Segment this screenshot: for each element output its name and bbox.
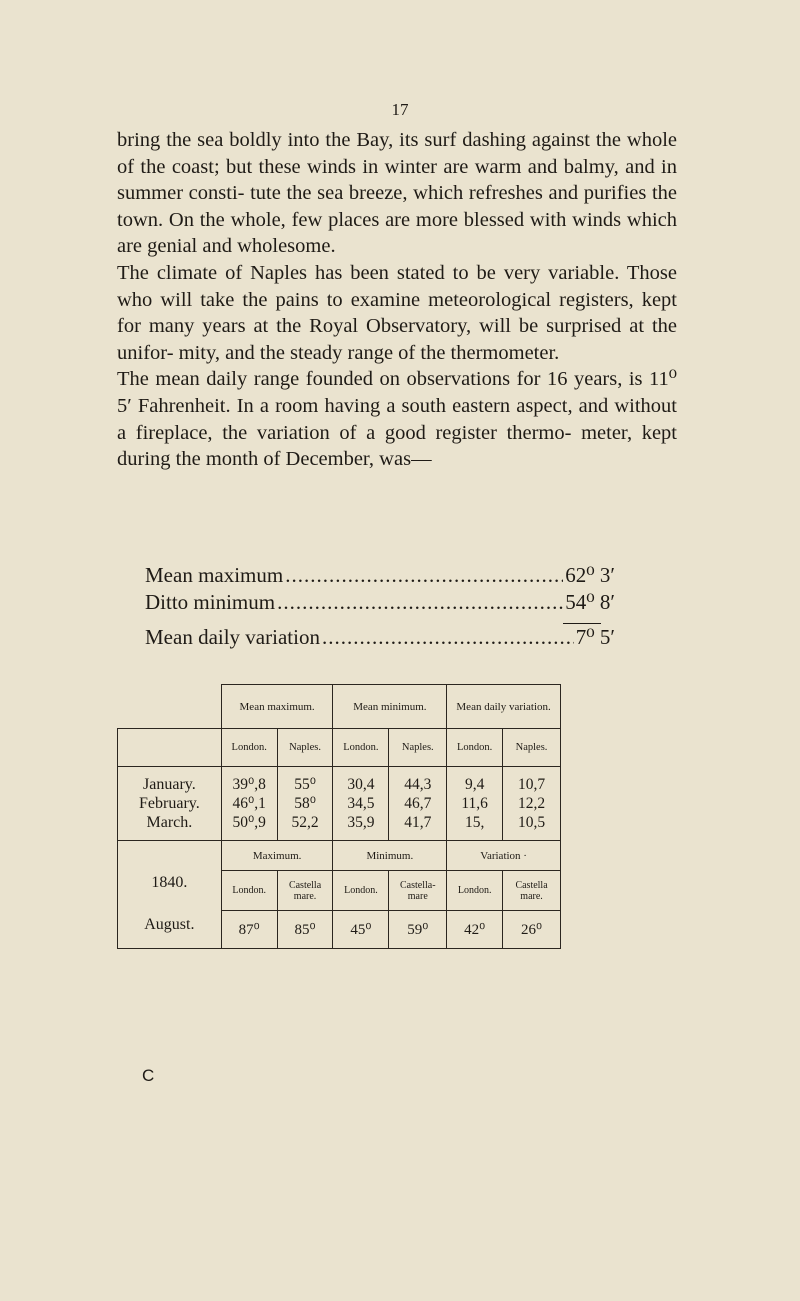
summary-max-label: Mean maximum xyxy=(145,563,284,587)
header-city: London. xyxy=(333,729,389,767)
header-city: Castella mare. xyxy=(503,871,561,911)
header-mean-daily-variation: Mean daily variation. xyxy=(447,685,561,729)
header-city: Castella mare. xyxy=(277,871,333,911)
year-block xyxy=(118,841,222,949)
year-label: 1840. xyxy=(151,873,188,891)
header-variation: Variation · xyxy=(447,841,561,871)
blank-cell xyxy=(118,729,222,767)
header-city: Naples. xyxy=(277,729,333,767)
header-city: London. xyxy=(221,871,277,911)
table-corner xyxy=(118,685,222,729)
value-cell: 44,3 46,7 41,7 xyxy=(389,767,447,841)
summary-min-label: Ditto minimum xyxy=(145,590,276,614)
leader-dots xyxy=(285,562,563,589)
paragraph-1: bring the sea boldly into the Bay, its surf dashing against the whole of the coast; but these winds in winter are warm and balmy, and in summer consti- tute the sea breeze, which refreshes and purifies the town. On the whole, few places are more blessed with winds which are genial and wholesome. xyxy=(117,129,677,258)
value-cell: 30,4 34,5 35,9 xyxy=(333,767,389,841)
header-city: London. xyxy=(333,871,389,911)
value-cell: 87⁰ xyxy=(221,911,277,949)
temperature-table xyxy=(117,684,561,949)
header-mean-minimum: Mean minimum. xyxy=(333,685,447,729)
value-cell: 9,4 11,6 15, xyxy=(447,767,503,841)
summary-var-value: 7⁰ 5′ xyxy=(575,625,615,649)
header-city: London. xyxy=(447,871,503,911)
page-number: 17 xyxy=(391,100,409,119)
paragraph-3: The mean daily range founded on observations for 16 years, is 11⁰ 5′ Fahrenheit. In a room having a south eastern aspect, and without a fireplace, the variation of a good register thermo- meter, kept during the month of December, was— xyxy=(117,368,677,471)
header-city: Naples. xyxy=(389,729,447,767)
header-mean-maximum: Mean maximum. xyxy=(221,685,333,729)
value-cell: 55⁰ 58⁰ 52,2 xyxy=(277,767,333,841)
value-cell: 10,7 12,2 10,5 xyxy=(503,767,561,841)
value-cell: 45⁰ xyxy=(333,911,389,949)
header-city: Naples. xyxy=(503,729,561,767)
summary-max-value: 62⁰ 3′ xyxy=(565,563,615,587)
summary-row-max xyxy=(145,562,615,589)
value-cell: 59⁰ xyxy=(389,911,447,949)
summary-var-label: Mean daily variation xyxy=(145,625,320,649)
summary-row-min xyxy=(145,589,615,616)
leader-dots xyxy=(277,589,563,616)
summary-row-variation xyxy=(145,624,615,651)
leader-dots xyxy=(322,624,574,651)
paragraph-2: The climate of Naples has been stated to be very variable. Those who will take the pains to examine meteorological registers, kept for many years at the Royal Observatory, will be surprised at the unifor- mity, and the steady range of the thermometer. xyxy=(117,261,677,364)
summary-min-value: 54⁰ 8′ xyxy=(565,590,615,614)
body-text xyxy=(117,127,677,473)
month-label: August. xyxy=(144,915,195,933)
value-cell: 26⁰ xyxy=(503,911,561,949)
header-city: London. xyxy=(447,729,503,767)
header-minimum: Minimum. xyxy=(333,841,447,871)
sum-rule xyxy=(563,623,601,624)
december-summary xyxy=(145,562,615,651)
month-labels: January. February. March. xyxy=(118,767,222,841)
signature-mark: C xyxy=(142,1066,155,1085)
value-cell: 85⁰ xyxy=(277,911,333,949)
value-cell: 42⁰ xyxy=(447,911,503,949)
header-city: Castella- mare xyxy=(389,871,447,911)
value-cell: 39⁰,8 46⁰,1 50⁰,9 xyxy=(221,767,277,841)
header-city: London. xyxy=(221,729,277,767)
header-maximum: Maximum. xyxy=(221,841,333,871)
